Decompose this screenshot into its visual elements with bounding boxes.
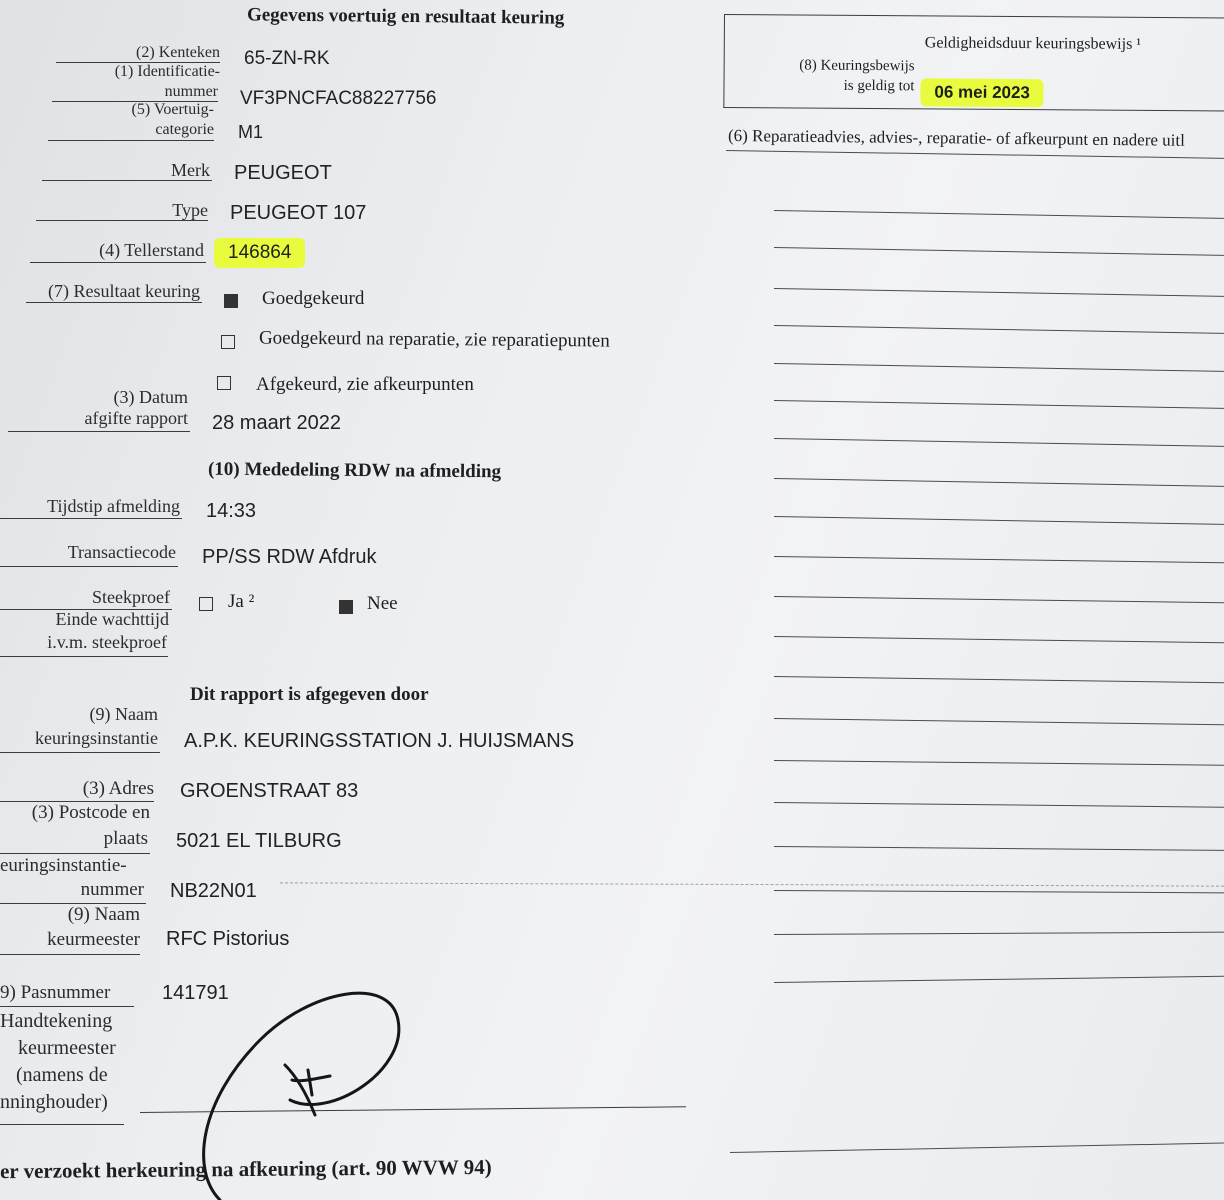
type-label: Type xyxy=(172,200,208,220)
tijdstip-underline xyxy=(0,518,182,519)
instantie-naam-underline xyxy=(0,752,160,753)
pasnummer-label: 9) Pasnummer xyxy=(0,982,111,1003)
keurmeester-naam-label-1: (9) Naam xyxy=(67,904,140,925)
keurmeester-naam-value: RFC Pistorius xyxy=(166,928,290,950)
ruled-line xyxy=(774,890,1224,893)
pasnummer-value: 141791 xyxy=(162,982,229,1004)
categorie-label-2: categorie xyxy=(155,121,214,138)
ruled-line xyxy=(774,760,1224,766)
instantie-naam-label-2: keuringsinstantie xyxy=(35,728,158,748)
type-value: PEUGEOT 107 xyxy=(230,202,367,224)
ruled-line xyxy=(774,802,1224,808)
checkbox-steekproef-ja xyxy=(199,597,213,611)
ruled-line xyxy=(774,636,1224,643)
ruled-line xyxy=(774,676,1224,683)
categorie-underline xyxy=(48,140,214,141)
wachttijd-label-2: i.v.m. steekproef xyxy=(47,632,167,652)
type-underline xyxy=(36,220,208,221)
footer-note: er verzoekt herkeuring na afkeuring (art. 90 WVW 94) xyxy=(0,1154,492,1184)
option-goedgekeurd: Goedgekeurd xyxy=(262,288,365,309)
paper-fold xyxy=(280,882,1224,886)
merk-label: Merk xyxy=(171,160,210,180)
tellerstand-value: 146864 xyxy=(214,238,305,268)
ruled-line xyxy=(774,846,1224,851)
bewijs-label-1: (8) Keuringsbewijs xyxy=(799,57,915,75)
ruled-line xyxy=(774,516,1224,525)
checkbox-steekproef-nee xyxy=(339,600,353,614)
resultaat-underline xyxy=(26,302,202,303)
merk-value: PEUGEOT xyxy=(234,162,332,184)
instantienummer-value: NB22N01 xyxy=(170,880,257,902)
wachttijd-underline xyxy=(0,656,168,657)
tijdstip-value: 14:33 xyxy=(206,500,257,522)
bewijs-label-2: is geldig tot xyxy=(843,77,915,95)
resultaat-label: (7) Resultaat keuring xyxy=(48,281,200,301)
identificatie-label-2: nummer xyxy=(164,83,218,100)
checkbox-afgekeurd xyxy=(217,376,231,390)
option-afgekeurd: Afgekeurd, zie afkeurpunten xyxy=(256,374,474,395)
tellerstand-underline xyxy=(30,262,206,263)
tijdstip-label: Tijdstip afmelding xyxy=(47,496,180,516)
keurmeester-naam-underline xyxy=(0,954,140,955)
postcode-underline xyxy=(0,853,150,854)
bewijs-value: 06 mei 2023 xyxy=(920,78,1044,107)
identificatie-value: VF3PNCFAC88227756 xyxy=(240,88,437,109)
reparatie-heading-underline xyxy=(726,150,1224,159)
kenteken-label: (2) Kenteken xyxy=(136,44,220,61)
reparatie-heading: (6) Reparatieadvies, advies-, reparatie- of afkeurpunt en nadere uitl xyxy=(727,126,1185,150)
ruled-line xyxy=(774,478,1224,487)
steekproef-ja: Ja ² xyxy=(228,591,255,612)
handtekening-label-4: nninghouder) xyxy=(0,1091,108,1113)
ruled-line xyxy=(774,556,1224,563)
instantienummer-label-1: euringsinstantie- xyxy=(0,855,127,876)
pasnummer-underline xyxy=(0,1006,134,1007)
categorie-value: M1 xyxy=(238,122,264,142)
tellerstand-label: (4) Tellerstand xyxy=(99,240,204,260)
merk-underline xyxy=(42,180,212,181)
datum-underline xyxy=(8,431,190,432)
adres-value: GROENSTRAAT 83 xyxy=(180,780,359,802)
ruled-line xyxy=(730,1143,1224,1153)
postcode-label-2: plaats xyxy=(103,828,148,849)
datum-label-1: (3) Datum xyxy=(113,387,188,407)
categorie-label-1: (5) Voertuig- xyxy=(131,101,214,118)
adres-label: (3) Adres xyxy=(82,778,154,799)
handtekening-label-3: (namens de xyxy=(16,1064,108,1086)
checkbox-goedgekeurd-na-reparatie xyxy=(221,335,235,349)
postcode-label-1: (3) Postcode en xyxy=(31,802,150,823)
instantie-naam-value: A.P.K. KEURINGSSTATION J. HUIJSMANS xyxy=(184,730,575,752)
rdw-heading: (10) Mededeling RDW na afmelding xyxy=(207,458,502,483)
ruled-line xyxy=(774,210,1224,219)
document-title: Gegevens voertuig en resultaat keuring xyxy=(246,4,565,29)
steekproef-label: Steekproef xyxy=(92,587,170,607)
instantienummer-label-2: nummer xyxy=(80,879,144,900)
handtekening-label-1: Handtekening xyxy=(0,1010,113,1032)
steekproef-nee: Nee xyxy=(367,593,398,614)
ruled-line xyxy=(774,596,1224,603)
transactiecode-underline xyxy=(0,566,178,567)
handtekening-label-2: keurmeester xyxy=(18,1037,116,1059)
transactiecode-value: PP/SS RDW Afdruk xyxy=(202,546,377,568)
validity-box xyxy=(723,14,1224,112)
ruled-line xyxy=(774,438,1224,447)
ruled-line xyxy=(774,976,1224,983)
ruled-line xyxy=(774,932,1224,935)
datum-label-2: afgifte rapport xyxy=(84,408,188,428)
ruled-line xyxy=(774,400,1224,409)
ruled-line xyxy=(774,718,1224,725)
kenteken-value: 65-ZN-RK xyxy=(244,48,330,69)
datum-value: 28 maart 2022 xyxy=(212,412,341,434)
postcode-value: 5021 EL TILBURG xyxy=(176,830,342,852)
ruled-line xyxy=(774,363,1224,372)
transactiecode-label: Transactiecode xyxy=(67,542,176,562)
keurmeester-naam-label-2: keurmeester xyxy=(47,929,140,950)
checkbox-goedgekeurd xyxy=(224,294,238,308)
validity-title: Geldigheidsduur keuringsbewijs ¹ xyxy=(924,34,1142,53)
option-goedgekeurd-na-reparatie: Goedgekeurd na reparatie, zie reparatiepunten xyxy=(258,327,610,352)
ruled-line xyxy=(774,288,1224,297)
ruled-line xyxy=(774,247,1224,256)
identificatie-label-1: (1) Identificatie- xyxy=(114,63,220,80)
instantie-naam-label-1: (9) Naam xyxy=(89,704,158,724)
wachttijd-label-1: Einde wachttijd xyxy=(55,609,169,629)
handtekening-underline-left xyxy=(0,1124,124,1125)
issuer-heading: Dit rapport is afgegeven door xyxy=(190,684,429,705)
ruled-line xyxy=(774,325,1224,334)
